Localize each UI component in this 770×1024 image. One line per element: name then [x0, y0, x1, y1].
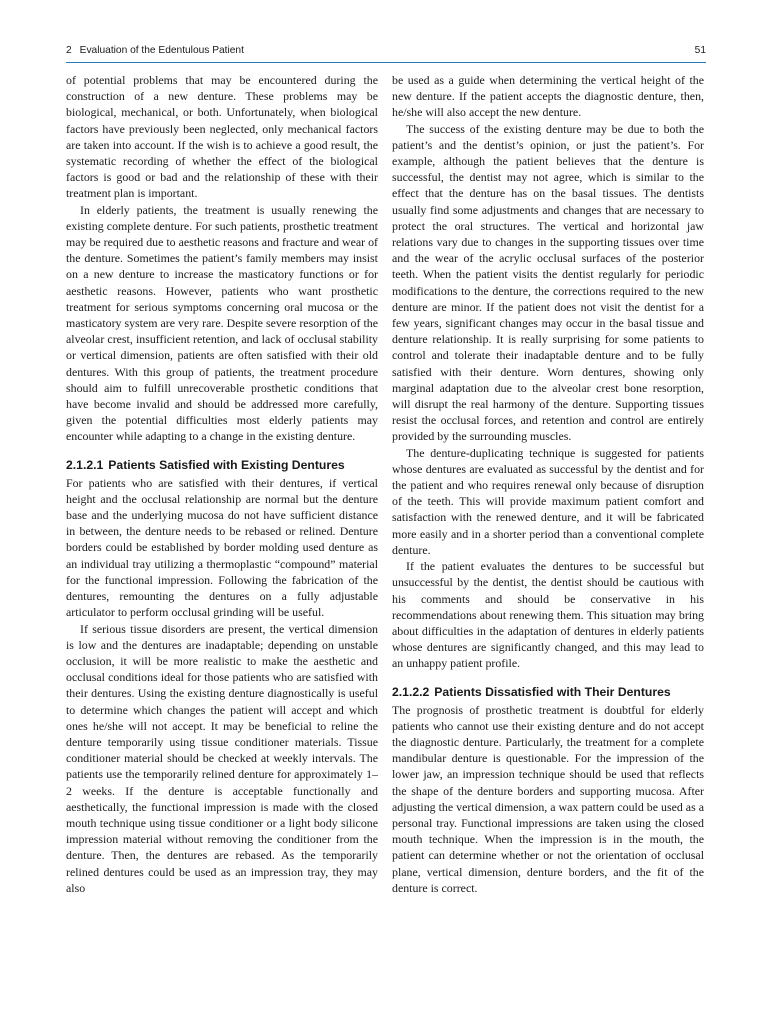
- section-title: Patients Satisfied with Existing Dentures: [108, 457, 345, 472]
- paragraph: be used as a guide when determining the vertical height of the new denture. If the patient accepts the diagnostic denture, then, he/she will also accept the new denture.: [392, 73, 704, 120]
- header-rule: [66, 62, 706, 63]
- section-number: 2.1.2.2: [392, 684, 430, 699]
- paragraph: For patients who are satisfied with their dentures, if vertical height and the occlusal relationship are normal but the denture base and the underlying mucosa do not have sufficient distance in between, the denture needs to be rebased or relined. Denture borders could be established by border molding used denture as an individual tray utilizing a thermoplastic “compound” material for the functional impression. Following the fabrication of the dentures, remounting the dentures on a fully adjustable articulator to perform occlusal grinding will be useful.: [66, 475, 378, 620]
- page-number: 51: [694, 45, 706, 56]
- section-title: Patients Dissatisfied with Their Dentures: [434, 684, 671, 699]
- paragraph: of potential problems that may be encountered during the construction of a new denture. These problems may be biological, mechanical, or both. Unfortunately, when biological factors have previously been neglected, only mechanical factors are taken into account. If the wish is to achieve a good result, the systematic recording of whether the effect of the biological factors is good or bad and the relationship of these with their treatment plan is important.: [66, 73, 378, 201]
- paragraph: If serious tissue disorders are present, the vertical dimension is low and the dentures are inadaptable; depending on unstable occlusion, it will be more realistic to make the aesthetic and occlusal conditions ideal for those patients who are satisfied with their dentures. Using the existing denture diagnostically is useful to determine which changes the patient will accept and which ones he/she will not accept. It may be beneficial to reline the denture temporarily using tissue conditioner materials. Tissue conditioner material should be checked at weekly intervals. The patients use the temporarily relined denture for approximately 1–2 weeks. If the denture is acceptable functionally and aesthetically, the functional impression is made with the closed mouth technique using tissue conditioner or a light body silicone impression material without removing the conditioner from the denture. Then, the dentures are rebased. As the temporarily relined dentures could be used as an impression tray, they may also: [66, 621, 378, 895]
- running-header: [66, 43, 706, 61]
- paragraph: If the patient evaluates the dentures to be successful but unsuccessful by the dentist, the dentist should be cautious with his comments and should be conservative in his recommendations about renewing them. This situation may bring about difficulties in the adaptation of dentures in elderly patients whose dentures are significantly changed, and this may lead to an unhappy patient profile.: [392, 559, 704, 671]
- left-column: [66, 72, 378, 896]
- chapter-number: 2: [66, 45, 72, 56]
- section-heading: [392, 684, 704, 700]
- right-column: [392, 72, 704, 896]
- paragraph: The prognosis of prosthetic treatment is doubtful for elderly patients who cannot use their existing denture and do not accept the diagnostic denture. Particularly, the treatment for a complete mandibular denture is questionable. For the impression of the lower jaw, an impression technique should be used that reflects the shape of the denture borders and supporting mucosa. After adjusting the vertical dimension, a wax pattern could be used as a personal tray. Functional impressions are taken using the closed mouth technique. When the impression is in the mouth, the patient can determine whether or not the orientation of occlusal plane, vertical dimension, denture borders, and the fit of the denture is correct.: [392, 702, 704, 895]
- section-number: 2.1.2.1: [66, 457, 104, 472]
- section-heading: [66, 457, 378, 473]
- paragraph: The denture-duplicating technique is suggested for patients whose dentures are evaluated as successful by the dentist and for the patient and who requires renewal only because of disruption of the teeth. This will provide maximum patient comfort and satisfaction with the renewed denture, and it will be fabricated more easily and in a shorter period than a conventional complete denture.: [392, 445, 704, 557]
- paragraph: In elderly patients, the treatment is usually renewing the existing complete denture. For such patients, prosthetic treatment may be required due to aesthetic reasons and fracture and wear of the denture. Sometimes the patient’s family members may insist on a new denture to increase the masticatory functions or for aesthetic reasons. However, patients who want prosthetic treatment for serious symptoms concerning oral mucosa or the masticatory system are very rare. Despite severe resorption of the alveolar crest, insufficient retention, and lack of occlusal stability or vertical dimension, patients are often satisfied with their old dentures. With this group of patients, the treatment procedure should aim to fulfill unrecoverable prosthetic conditions that have become invalid and should be addressed more carefully, given the potential difficulties most elderly patients may encounter while adapting to a change in the existing denture.: [66, 202, 378, 444]
- chapter-heading: [66, 45, 244, 56]
- chapter-title: Evaluation of the Edentulous Patient: [79, 45, 244, 56]
- paragraph: The success of the existing denture may be due to both the patient’s and the dentist’s opinion, or just the patient’s. For example, although the patient believes that the denture is successful, the dentist may not agree, which is similar to the effect that the denture has on the basal tissues. The dentists usually find some adjustments and changes that are necessary to protect the oral structures. The vertical and horizontal jaw relations vary due to changes in the supporting tissues over time and the wear of the acrylic occlusal surfaces of the posterior teeth. When the patient visits the dentist regularly for periodic modifications to the denture, the corrections required to the new denture are minor. If the patient does not visit the dentist for a few years, significant changes may occur in the basal tissue and denture relationship. It is really surprising for some patients to control and tolerate their inadaptable denture and to be fully satisfied with their denture. Worn dentures, showing only marginal adaptation due to the alveolar crest bone resorption, will disrupt the real harmony of the denture. Supporting tissues resist the occlusal forces, and retention and control are entirely provided by the surrounding muscles.: [392, 121, 704, 444]
